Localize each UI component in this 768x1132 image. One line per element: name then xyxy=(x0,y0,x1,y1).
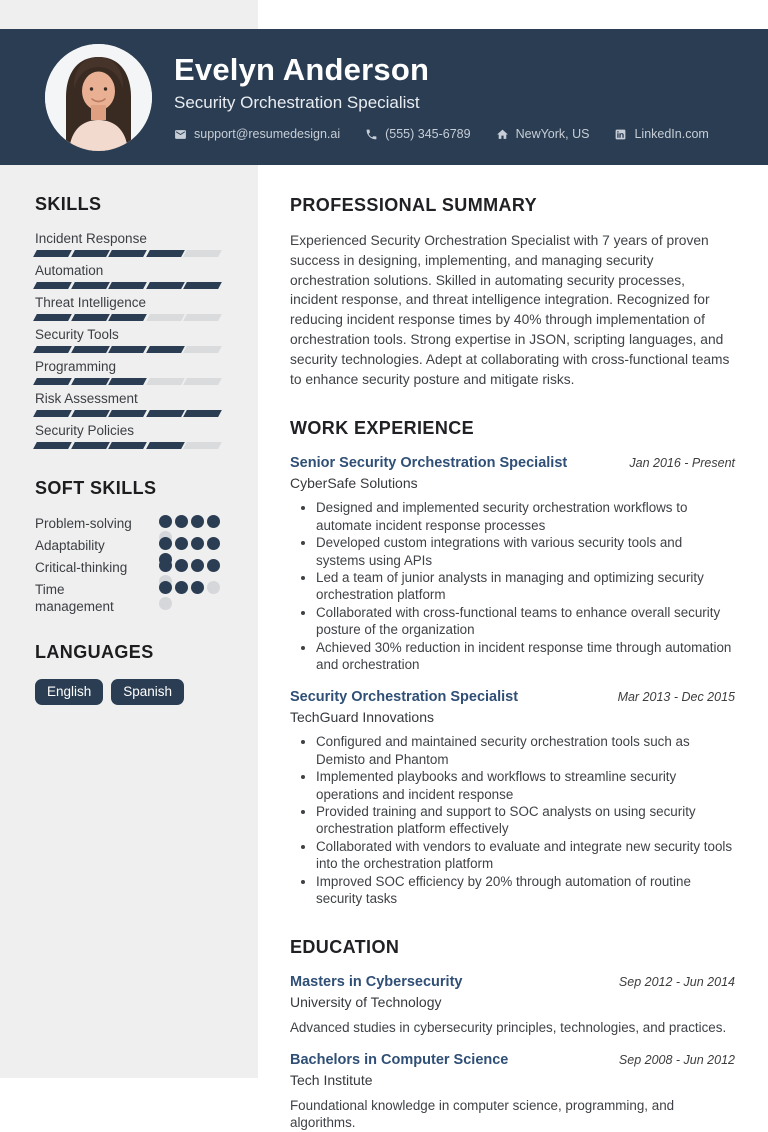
soft-skill-row xyxy=(35,559,225,581)
contact-linkedin[interactable] xyxy=(614,127,708,141)
meter-segment-filled xyxy=(108,410,146,417)
meter-segment-filled xyxy=(175,515,188,528)
avatar-illustration xyxy=(45,44,152,151)
job-header xyxy=(290,688,735,706)
skill-label: Risk Assessment xyxy=(35,391,138,406)
meter-segment-filled xyxy=(146,442,184,449)
main-column xyxy=(290,194,735,1132)
job-bullet: • Improved SOC efficiency by 20% through automation of routine security tasks xyxy=(316,873,735,908)
resume-header xyxy=(0,29,768,165)
job-entry xyxy=(290,454,735,673)
meter-segment-filled xyxy=(183,282,221,289)
phone-icon xyxy=(365,128,378,141)
meter-segment-filled xyxy=(71,410,109,417)
job-bullets xyxy=(290,733,735,907)
skill-label: Security Tools xyxy=(35,327,119,342)
contact-phone[interactable] xyxy=(365,127,470,141)
skill-label: Automation xyxy=(35,263,104,278)
education-description: Advanced studies in cybersecurity principles, technologies, and practices. xyxy=(290,1019,727,1035)
meter-segment-filled xyxy=(33,250,71,257)
education-entry xyxy=(290,1051,735,1132)
meter-segment-filled xyxy=(159,581,172,594)
meter-segment-filled xyxy=(71,442,109,449)
meter-segment-empty xyxy=(183,378,221,385)
soft-skill-row xyxy=(35,537,225,559)
education-dates: Sep 2008 - Jun 2012 xyxy=(618,1052,735,1067)
header-text-block xyxy=(174,53,709,141)
languages-list xyxy=(35,679,225,705)
meter-segment-filled xyxy=(146,346,184,353)
job-entry xyxy=(290,688,735,907)
skill-label: Security Policies xyxy=(35,423,135,438)
meter-segment-filled xyxy=(108,314,146,321)
meter-segment-filled xyxy=(71,250,109,257)
education-school: University of Technology xyxy=(290,993,442,1010)
soft-skill-label: Adaptability xyxy=(35,538,105,553)
meter-segment-filled xyxy=(146,282,184,289)
skill-row xyxy=(35,295,225,321)
linkedin-icon xyxy=(614,128,627,141)
job-company: TechGuard Innovations xyxy=(290,709,434,726)
meter-segment-filled xyxy=(33,410,71,417)
soft-skill-row xyxy=(35,515,225,537)
contact-location[interactable] xyxy=(496,127,590,141)
education-section xyxy=(290,936,735,1132)
skill-row xyxy=(35,359,225,385)
education-school: Tech Institute xyxy=(290,1071,373,1088)
meter-segment-filled xyxy=(108,346,146,353)
home-icon xyxy=(496,128,509,141)
meter-segment-filled xyxy=(191,515,204,528)
education-heading: EDUCATION xyxy=(290,936,400,957)
meter-segment-filled xyxy=(108,250,146,257)
job-dates: Jan 2016 - Present xyxy=(629,456,735,471)
education-header xyxy=(290,1051,735,1069)
meter-segment-empty xyxy=(146,314,184,321)
meter-segment-filled xyxy=(71,378,109,385)
soft-skills-list xyxy=(35,515,225,615)
job-bullet: • Collaborated with cross-functional teams to enhance overall security posture of the organization xyxy=(316,604,735,639)
work-experience-heading: WORK EXPERIENCE xyxy=(290,418,475,439)
meter-segment-filled xyxy=(71,346,109,353)
education-header xyxy=(290,973,735,991)
job-bullet: • Implemented playbooks and workflows to streamline security operations and incident response xyxy=(316,768,735,803)
meter-segment-filled xyxy=(71,314,109,321)
meter-segment-filled xyxy=(108,378,146,385)
summary-text: Experienced Security Orchestration Specialist with 7 years of proven success in designing, implementing, and managing security orchestration solutions. Skilled in automating security processes, incident response, and threat intelligence integration. Recognized for reducing incident response times by 40% through implementation of orchestration tools. Strong expertise in JSON, scripting languages, and security technologies. Adept at collaborating with cross-functional teams to enhance security posture and mitigate risks. xyxy=(290,233,730,387)
meter-segment-filled xyxy=(71,282,109,289)
contact-email[interactable] xyxy=(174,127,340,141)
email-icon xyxy=(174,128,187,141)
meter-segment-filled xyxy=(207,537,220,550)
job-bullet: • Designed and implemented security orchestration workflows to automate incident response processes xyxy=(316,499,735,534)
soft-skill-row xyxy=(35,581,225,615)
job-bullet: • Led a team of junior analysts in managing and optimizing security orchestration platform xyxy=(316,569,735,604)
language-chip: English xyxy=(35,679,103,705)
meter-segment-empty xyxy=(159,597,172,610)
skill-level-bar xyxy=(35,250,225,257)
meter-segment-filled xyxy=(175,559,188,572)
education-dates: Sep 2012 - Jun 2014 xyxy=(618,974,735,989)
soft-skill-label: Problem-solving xyxy=(35,516,132,531)
education-description: Foundational knowledge in computer science, programming, and algorithms. xyxy=(290,1097,675,1131)
work-experience-section xyxy=(290,417,735,907)
meter-segment-filled xyxy=(191,559,204,572)
meter-segment-filled xyxy=(33,282,71,289)
job-title: Security Orchestration Specialist xyxy=(290,689,519,706)
skill-label: Incident Response xyxy=(35,231,147,246)
meter-segment-filled xyxy=(159,537,172,550)
skill-level-bar xyxy=(35,314,225,321)
meter-segment-filled xyxy=(33,442,71,449)
job-bullet: • Provided training and support to SOC analysts on using security orchestration platform effectively xyxy=(316,803,735,838)
skill-row xyxy=(35,327,225,353)
skills-list xyxy=(35,231,225,449)
person-name: Evelyn Anderson xyxy=(174,52,430,87)
meter-segment-empty xyxy=(207,581,220,594)
job-dates: Mar 2013 - Dec 2015 xyxy=(617,690,735,705)
job-bullet: • Achieved 30% reduction in incident response time through automation and orchestration xyxy=(316,639,735,674)
skill-row xyxy=(35,231,225,257)
skill-level-bar xyxy=(35,410,225,417)
meter-segment-filled xyxy=(33,378,71,385)
education-entry xyxy=(290,973,735,1036)
job-bullets xyxy=(290,499,735,673)
skill-row xyxy=(35,391,225,417)
contact-email-text: support@resumedesign.ai xyxy=(194,127,341,141)
meter-segment-empty xyxy=(183,250,221,257)
avatar xyxy=(45,44,152,151)
meter-segment-filled xyxy=(207,515,220,528)
meter-segment-filled xyxy=(33,346,71,353)
meter-segment-filled xyxy=(183,410,221,417)
skill-label: Threat Intelligence xyxy=(35,295,147,310)
language-chip: Spanish xyxy=(111,679,184,705)
meter-segment-filled xyxy=(191,581,204,594)
meter-segment-filled xyxy=(175,537,188,550)
meter-segment-filled xyxy=(108,442,146,449)
contact-linkedin-text: LinkedIn.com xyxy=(634,127,709,141)
skill-level-bar xyxy=(35,282,225,289)
summary-heading: PROFESSIONAL SUMMARY xyxy=(290,195,538,215)
job-company: CyberSafe Solutions xyxy=(290,475,418,492)
contact-row xyxy=(174,127,709,141)
skill-level-bar xyxy=(35,378,225,385)
job-bullet: • Developed custom integrations with various security tools and systems using APIs xyxy=(316,534,735,569)
soft-skill-label: Critical-thinking xyxy=(35,560,128,575)
skill-label: Programming xyxy=(35,359,117,374)
meter-segment-empty xyxy=(146,378,184,385)
skills-heading: SKILLS xyxy=(35,194,102,214)
skill-level-bar xyxy=(35,346,225,353)
meter-segment-empty xyxy=(183,314,221,321)
soft-skills-heading: SOFT SKILLS xyxy=(35,478,157,498)
jobs-list xyxy=(290,454,735,907)
languages-heading: LANGUAGES xyxy=(35,642,154,662)
job-bullet: • Collaborated with vendors to evaluate and integrate new security tools into the orchestration platform xyxy=(316,838,735,873)
skill-level-bar xyxy=(35,442,225,449)
meter-segment-empty xyxy=(183,442,221,449)
contact-location-text: NewYork, US xyxy=(515,127,590,141)
meter-segment-filled xyxy=(191,537,204,550)
education-list xyxy=(290,973,735,1132)
meter-segment-filled xyxy=(175,581,188,594)
meter-segment-empty xyxy=(183,346,221,353)
job-bullet: • Configured and maintained security orchestration tools such as Demisto and Phantom xyxy=(316,733,735,768)
degree-title: Bachelors in Computer Science xyxy=(290,1051,509,1068)
skill-row xyxy=(35,423,225,449)
soft-skill-label: Time management xyxy=(35,582,114,614)
meter-segment-filled xyxy=(108,282,146,289)
job-header xyxy=(290,454,735,472)
skill-row xyxy=(35,263,225,289)
soft-skill-dots xyxy=(159,581,225,610)
meter-segment-filled xyxy=(146,250,184,257)
job-title: Senior Security Orchestration Specialist xyxy=(290,455,568,472)
person-role: Security Orchestration Specialist xyxy=(174,93,420,112)
meter-segment-filled xyxy=(207,559,220,572)
meter-segment-filled xyxy=(159,515,172,528)
meter-segment-filled xyxy=(159,559,172,572)
contact-phone-text: (555) 345-6789 xyxy=(385,127,471,141)
meter-segment-filled xyxy=(33,314,71,321)
meter-segment-filled xyxy=(146,410,184,417)
sidebar xyxy=(35,193,225,705)
degree-title: Masters in Cybersecurity xyxy=(290,973,463,990)
